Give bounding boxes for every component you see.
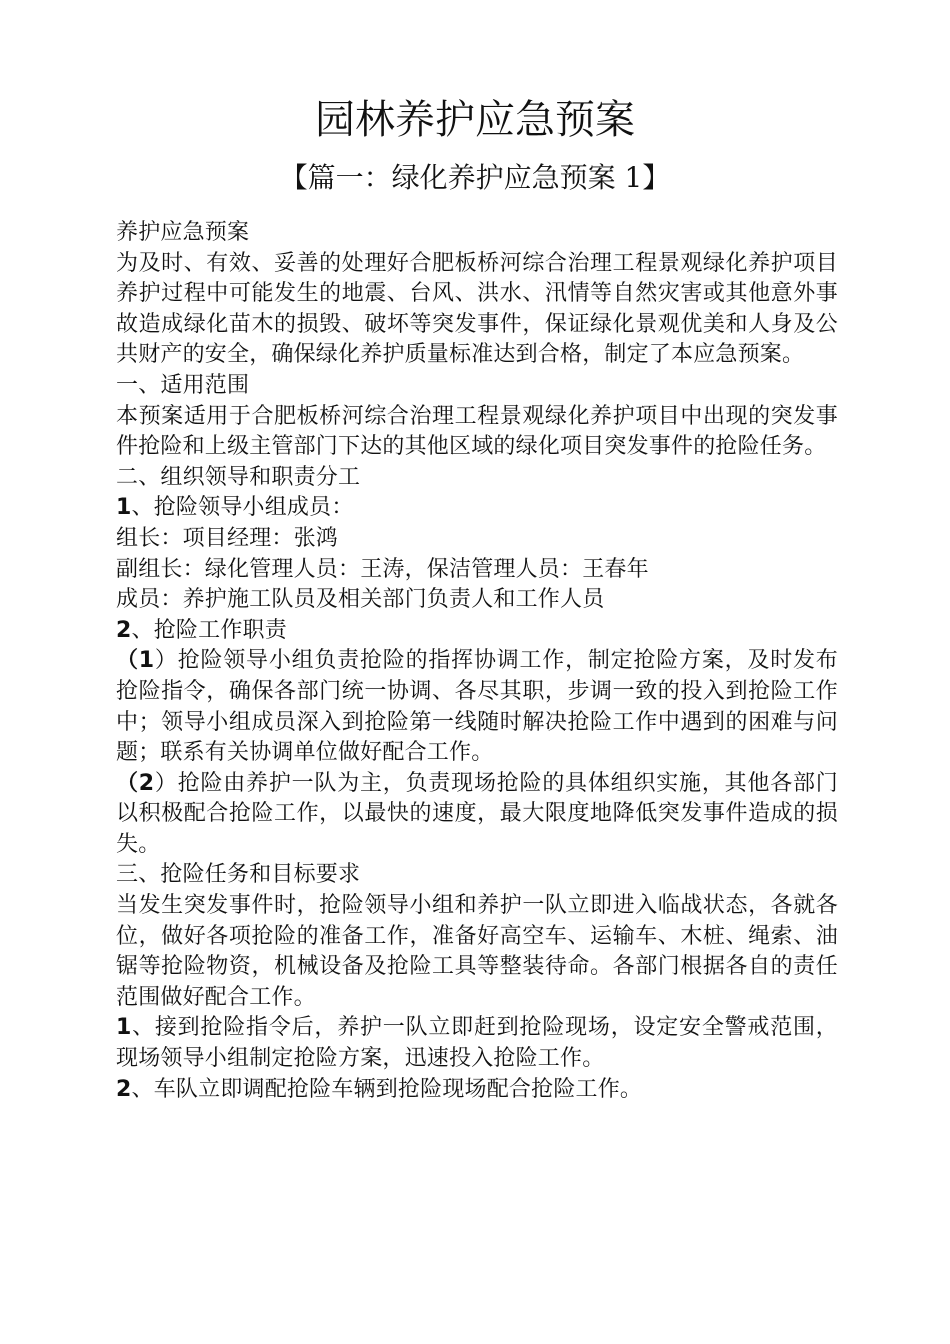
paragraph: [116, 371, 838, 402]
paragraph-number: （2: [116, 770, 155, 796]
paragraph: [116, 555, 838, 586]
paragraph-text: ）抢险由养护一队为主，负责现场抢险的具体组织实施，其他各部门以积极配合抢险工作，以最快的速度，最大限度地降低突发事件造成的损失。: [116, 770, 838, 857]
paragraph: [116, 493, 838, 524]
document-title: 园林养护应急预案: [315, 97, 635, 143]
paragraph-number: 1: [116, 1015, 132, 1041]
document-body: [116, 218, 838, 1105]
paragraph-number: 2: [116, 617, 132, 643]
paragraph-text: 养护应急预案: [116, 220, 250, 245]
paragraph-text: ）抢险领导小组负责抢险的指挥协调工作，制定抢险方案，及时发布抢险指令，确保各部门统一协调、各尽其职，步调一致的投入到抢险工作中；领导小组成员深入到抢险第一线随时解决抢险工作中遇到的困难与问题；联系有关协调单位做好配合工作。: [116, 648, 838, 766]
paragraph: [116, 1013, 838, 1074]
paragraph: [116, 463, 838, 494]
paragraph: [116, 891, 838, 1013]
paragraph-text: 三、抢险任务和目标要求: [116, 862, 361, 888]
paragraph-number: 2: [116, 1076, 132, 1102]
paragraph-number: 1: [116, 495, 132, 521]
paragraph-text: 一、适用范围: [116, 372, 250, 398]
paragraph-text: 当发生突发事件时，抢险领导小组和养护一队立即进入临战状态，各就各位，做好各项抢险的准备工作，准备好高空车、运输车、木桩、绳索、油锯等抢险物资，机械设备及抢险工具等整装待命。各部门根据各自的责任范围做好配合工作。: [116, 893, 838, 1010]
paragraph-text: 本预案适用于合肥板桥河综合治理工程景观绿化养护项目中出现的突发事件抢险和上级主管部门下达的其他区域的绿化项目突发事件的抢险任务。: [116, 403, 838, 460]
paragraph-text: 为及时、有效、妥善的处理好合肥板桥河综合治理工程景观绿化养护项目养护过程中可能发生的地震、台风、洪水、汛情等自然灾害或其他意外事故造成绿化苗木的损毁、破坏等突发事件，保证绿化景观优美和人身及公共财产的安全，确保绿化养护质量标准达到合格，制定了本应急预案。: [116, 250, 838, 368]
paragraph: [116, 249, 838, 371]
paragraph-text: 、接到抢险指令后，养护一队立即赶到抢险现场，设定安全警戒范围，现场领导小组制定抢险方案，迅速投入抢险工作。: [116, 1015, 838, 1072]
document-subtitle: 【篇一：绿化养护应急预案 1】: [279, 161, 671, 194]
paragraph: [116, 616, 838, 647]
paragraph: [116, 860, 838, 891]
paragraph-text: 成员：养护施工队员及相关部门负责人和工作人员: [116, 587, 605, 613]
paragraph-text: 、抢险工作职责: [131, 617, 287, 643]
paragraph-text: 、抢险领导小组成员：: [131, 495, 354, 521]
paragraph: [116, 1075, 838, 1106]
paragraph: [116, 402, 838, 463]
paragraph: [116, 769, 838, 861]
paragraph-text: 副组长：绿化管理人员：王涛，保洁管理人员：王春年: [116, 556, 649, 582]
paragraph-number: （1: [116, 648, 155, 674]
paragraph-text: 组长：项目经理：张鸿: [116, 525, 339, 551]
paragraph: [116, 218, 838, 249]
paragraph: [116, 585, 838, 616]
paragraph-text: 二、组织领导和职责分工: [116, 464, 361, 490]
paragraph: [116, 524, 838, 555]
paragraph-text: 、车队立即调配抢险车辆到抢险现场配合抢险工作。: [131, 1076, 643, 1102]
paragraph: [116, 646, 838, 768]
